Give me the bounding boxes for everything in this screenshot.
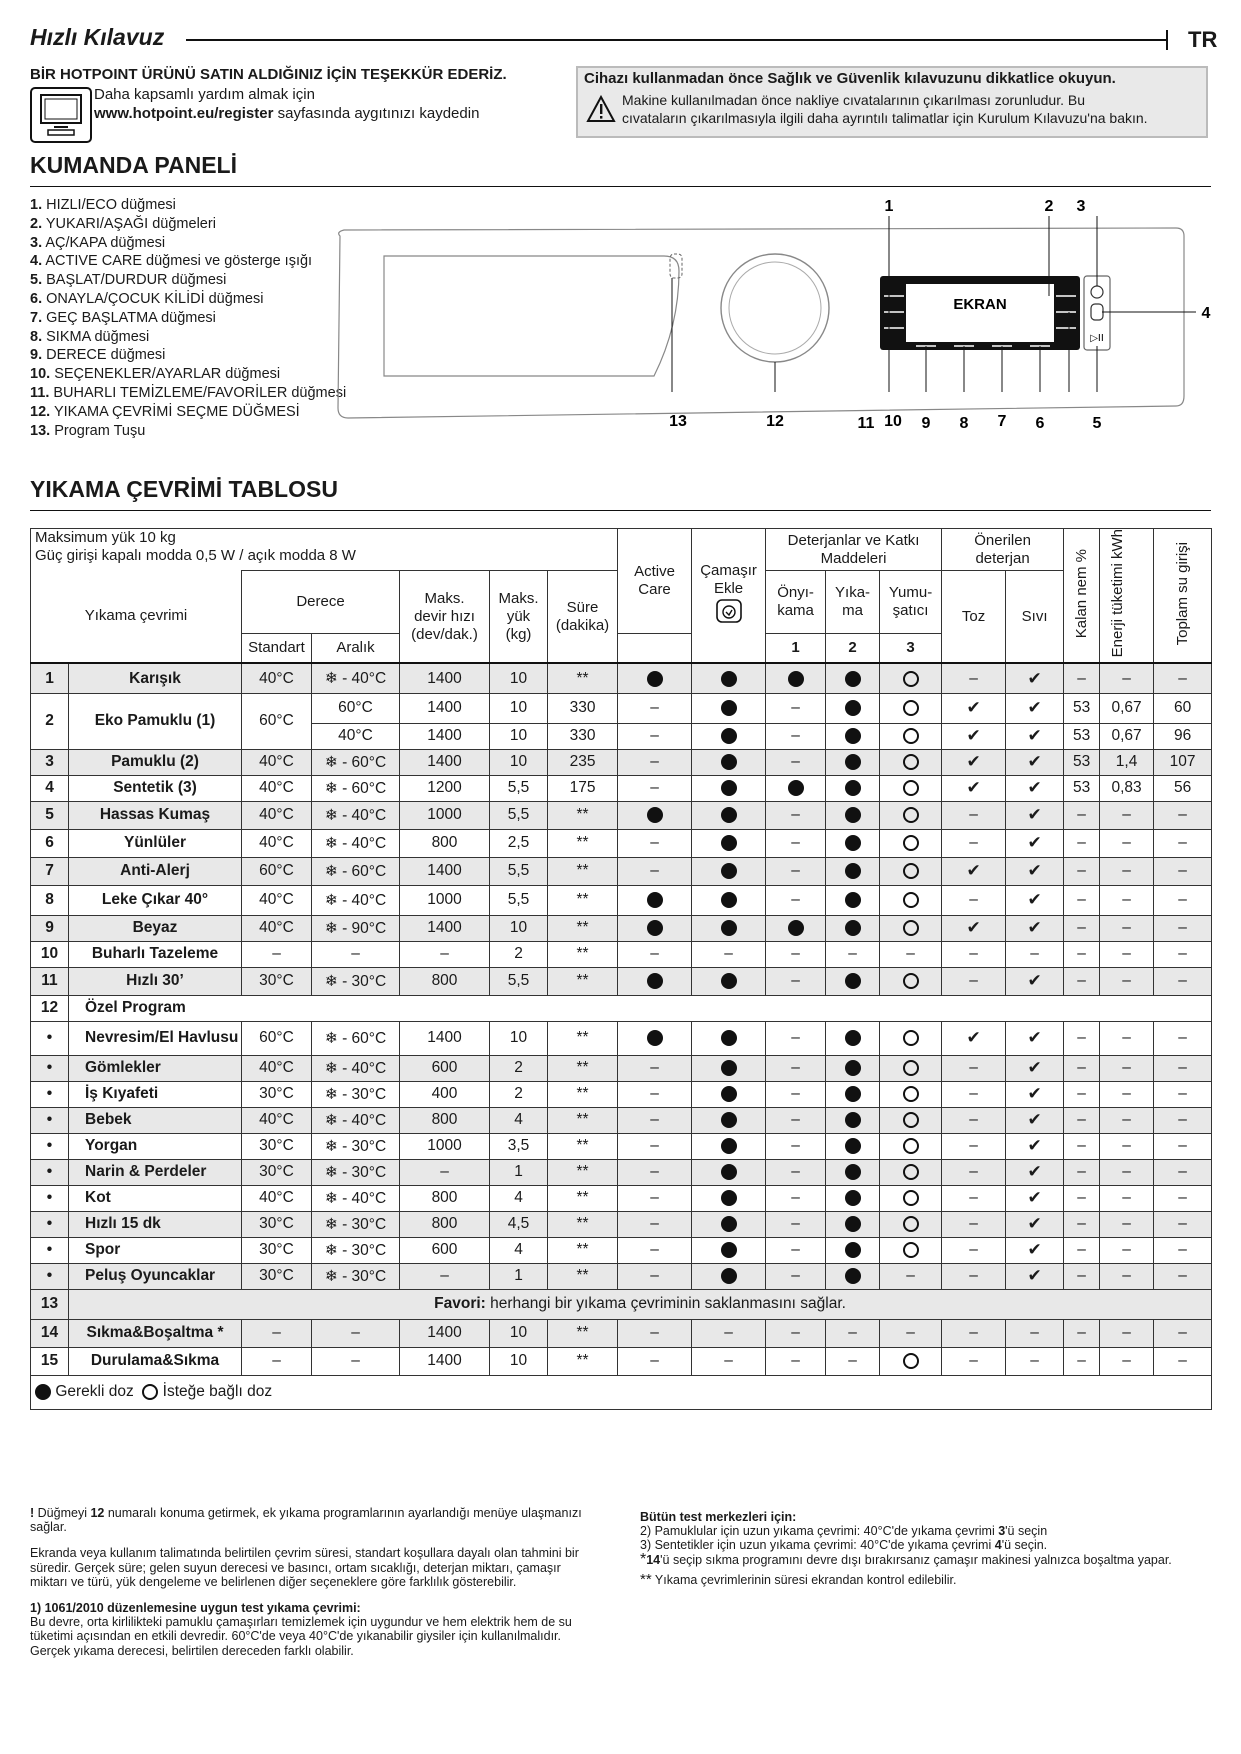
dose-required-icon	[647, 671, 663, 687]
dose-required-icon	[721, 1086, 737, 1102]
dose-required-icon	[721, 863, 737, 879]
dose-required-icon	[845, 1242, 861, 1258]
table-row: 11 Hızlı 30’ 30°C ❄ - 30°C 800 5,5 ** – – ✔ – – –	[31, 967, 1212, 995]
col-add-garment: Çamaşır Ekle	[692, 529, 766, 664]
callout-13: 13	[669, 413, 687, 430]
recommended-check-icon: ✔	[1027, 1136, 1042, 1156]
dose-required-icon	[721, 1164, 737, 1180]
recommended-check-icon: ✔	[1027, 1084, 1042, 1104]
recommended-check-icon: ✔	[1027, 778, 1042, 798]
note-menu: ! Düğmeyi 12 numaralı konuma getirmek, ek yıkama programlarının ayarlandığı menüye ulaşmanızı sağlar.	[30, 1506, 582, 1535]
callout-3: 3	[1076, 198, 1086, 215]
callout-5: 5	[1092, 415, 1102, 432]
dose-required-icon	[721, 671, 737, 687]
table-row: 3 Pamuklu (2) 40°C ❄ - 60°C 1400 10 235 – – ✔ ✔ 53 1,4 107	[31, 749, 1212, 775]
dose-required-icon	[721, 1112, 737, 1128]
warning-line-2: cıvataların çıkarılmasıyla ilgili daha ayrıntılı talimatlar için Kurulum Kılavuzu'na bakın.	[622, 110, 1148, 126]
table-row: 15 Durulama&Sıkma – – 1400 10 ** – – – – – – – – –	[31, 1347, 1212, 1375]
dose-optional-icon	[903, 700, 919, 716]
dose-required-icon	[845, 973, 861, 989]
dose-optional-icon	[903, 1190, 919, 1206]
dose-required-icon	[721, 780, 737, 796]
display-screen	[906, 284, 1054, 342]
dose-required-icon	[845, 835, 861, 851]
dose-optional-icon	[903, 780, 919, 796]
recommended-check-icon: ✔	[1027, 726, 1042, 746]
list-item: 1. HIZLI/ECO düğmesi	[30, 197, 176, 213]
add-garment-icon	[714, 598, 744, 624]
note-synthetic: 3) Sentetikler için uzun yıkama çevrimi: 40°C'de yıkama çevrimi 4'ü seçin.	[640, 1538, 1048, 1553]
recommended-check-icon: ✔	[1027, 890, 1042, 910]
dose-required-icon	[35, 1384, 51, 1400]
dose-required-icon	[721, 754, 737, 770]
table-row: • Nevresim/El Havlusu 60°C ❄ - 60°C 1400 10 ** – ✔ ✔ – – –	[31, 1021, 1212, 1055]
callout-12: 12	[766, 413, 784, 430]
program-knob-inner	[729, 262, 821, 354]
note-test-cycle: 1) 1061/2010 düzenlemesine uygun test yıkama çevrimi: Bu devre, orta kirlilikteki pamuklu çamaşırları temizlemek için uygundur ve hem elektrik hem de su tüketimi açısından en etkili devredir. 60°C'de veya 40°C'de yıkanabilir giysiler için kullanılmalıdır. Gerçek yıkama derecesi, belirtilen dereceden farklı olabilir.	[30, 1601, 572, 1658]
col-powder: Toz	[942, 571, 1006, 664]
note-test-centers-title: Bütün test merkezleri için:	[640, 1510, 797, 1524]
dose-required-icon	[845, 1268, 861, 1284]
list-item: 3. AÇ/KAPA düğmesi	[30, 234, 166, 251]
dose-required-icon	[845, 671, 861, 687]
col-recommended-detergent: Önerilen deterjan	[942, 529, 1064, 571]
dose-optional-icon	[903, 807, 919, 823]
dose-required-icon	[845, 807, 861, 823]
recommended-check-icon: ✔	[1027, 971, 1042, 991]
col-active-care: Active Care	[618, 529, 692, 634]
dose-optional-icon	[903, 1112, 919, 1128]
dose-optional-icon	[903, 1030, 919, 1046]
dose-optional-icon	[903, 1060, 919, 1076]
dose-legend	[31, 1375, 1212, 1409]
program-knob-outer	[721, 254, 829, 362]
table-row: • İş Kıyafeti 30°C ❄ - 30°C 400 2 ** – – – ✔ – – –	[31, 1081, 1212, 1107]
dose-optional-icon	[903, 863, 919, 879]
header-rule	[186, 39, 1166, 41]
dose-optional-icon	[903, 1353, 919, 1369]
table-row: 12 Özel Program	[31, 995, 1212, 1021]
list-item: 5. BAŞLAT/DURDUR düğmesi	[30, 272, 227, 289]
col-detergents: Deterjanlar ve Katkı Maddeleri	[766, 529, 942, 571]
dose-required-icon	[721, 728, 737, 744]
dose-optional-icon	[903, 892, 919, 908]
safety-warning-box	[576, 66, 1208, 138]
table-row: • Narin & Perdeler 30°C ❄ - 30°C – 1 ** – – – ✔ – – –	[31, 1159, 1212, 1185]
active-care-icon	[1091, 304, 1103, 320]
dose-optional-icon	[903, 973, 919, 989]
col-softener: Yumu- şatıcı	[880, 571, 942, 634]
recommended-check-icon: ✔	[1027, 1240, 1042, 1260]
recommended-check-icon: ✔	[1027, 1162, 1042, 1182]
dose-required-icon	[845, 1060, 861, 1076]
dose-required-icon	[845, 1164, 861, 1180]
dose-optional-icon	[903, 1216, 919, 1232]
col-temperature: Derece	[242, 571, 400, 634]
dose-optional-icon	[142, 1384, 158, 1400]
col-prewash: Önyı- kama	[766, 571, 826, 634]
dose-required-icon	[845, 1030, 861, 1046]
recommended-check-icon: ✔	[966, 726, 981, 746]
list-item: 10. SEÇENEKLER/AYARLAR düğmesi	[30, 366, 281, 383]
dose-required-icon	[845, 1086, 861, 1102]
recommended-check-icon: ✔	[966, 778, 981, 798]
table-row: 4 Sentetik (3) 40°C ❄ - 60°C 1200 5,5 175 – ✔ ✔ 53 0,83 56	[31, 775, 1212, 801]
col-residual-moisture: Kalan nem %	[1064, 529, 1100, 664]
callout-10: 10	[884, 413, 902, 430]
dose-optional-icon	[903, 754, 919, 770]
panel-legend-list	[30, 196, 346, 440]
dose-optional-icon	[903, 1242, 919, 1258]
callout-7: 7	[997, 413, 1007, 430]
recommended-check-icon: ✔	[1027, 1110, 1042, 1130]
recommended-check-icon: ✔	[1027, 1188, 1042, 1208]
table-row: 14 Sıkma&Boşaltma * – – 1400 10 ** – – – – – – – – – –	[31, 1319, 1212, 1347]
dose-required-icon	[788, 671, 804, 687]
callout-1: 1	[884, 198, 894, 215]
dose-required-icon	[721, 1268, 737, 1284]
dose-required-icon	[845, 1216, 861, 1232]
callout-2: 2	[1044, 198, 1054, 215]
recommended-check-icon: ✔	[1027, 698, 1042, 718]
header-rule-end	[1166, 30, 1168, 50]
warning-line-1: Makine kullanılmadan önce nakliye cıvatalarının çıkarılması zorunludur. Bu	[622, 92, 1086, 108]
dose-required-icon	[647, 920, 663, 936]
dose-required-icon	[721, 1190, 737, 1206]
dose-optional-icon	[903, 835, 919, 851]
list-item: 2. YUKARI/AŞAĞI düğmeleri	[30, 215, 216, 232]
legend-required: Gerekli doz	[55, 1383, 134, 1401]
list-item: 8. SIKMA düğmesi	[30, 328, 150, 345]
dose-required-icon	[788, 780, 804, 796]
dose-required-icon	[845, 1112, 861, 1128]
col-max-load: Maks. yük (kg)	[490, 571, 548, 664]
recommended-check-icon: ✔	[1027, 805, 1042, 825]
list-item: 4. ACTIVE CARE düğmesi ve gösterge ışığı	[30, 253, 313, 270]
table-row: • Kot 40°C ❄ - 40°C 800 4 ** – – – ✔ – – –	[31, 1185, 1212, 1211]
table-row: 40°C 1400 10 330 – – ✔ ✔ 53 0,67 96	[31, 723, 1212, 749]
language-code: TR	[1188, 27, 1218, 52]
dose-required-icon	[721, 920, 737, 936]
guide-title: Hızlı Kılavuz	[30, 24, 165, 50]
table-row: 1 Karışık 40°C ❄ - 40°C 1400 10 ** – ✔ – – –	[31, 663, 1212, 693]
dose-required-icon	[721, 1242, 737, 1258]
note-spin-drain: *14'ü seçip sıkma programını devre dışı bırakırsanız çamaşır makinesi yalnızca boşaltma yapar.	[640, 1550, 1172, 1568]
register-text: www.hotpoint.eu/register sayfasında aygıtınızı kaydedin	[94, 105, 480, 122]
dose-required-icon	[845, 728, 861, 744]
table-row: 9 Beyaz 40°C ❄ - 90°C 1400 10 ** ✔ ✔ – – –	[31, 915, 1212, 941]
recommended-check-icon: ✔	[1027, 1028, 1042, 1048]
dose-required-icon	[647, 807, 663, 823]
dose-required-icon	[845, 780, 861, 796]
display-label: EKRAN	[953, 296, 1007, 313]
warning-title: Cihazı kullanmadan önce Sağlık ve Güvenlik kılavuzunu dikkatlice okuyun.	[584, 70, 1116, 87]
col-water: Toplam su girişi	[1154, 529, 1212, 664]
dose-required-icon	[647, 973, 663, 989]
recommended-check-icon: ✔	[1027, 833, 1042, 853]
note-cotton: 2) Pamuklular için uzun yıkama çevrimi: 40°C'de yıkama çevrimi 3'ü seçin	[640, 1524, 1048, 1539]
panel-section-title: KUMANDA PANELİ	[30, 152, 237, 178]
dose-required-icon	[845, 700, 861, 716]
control-panel-diagram	[334, 196, 1214, 436]
table-row: • Bebek 40°C ❄ - 40°C 800 4 ** – – – ✔ – – –	[31, 1107, 1212, 1133]
recommended-check-icon: ✔	[1027, 1214, 1042, 1234]
wash-cycle-table: Maksimum yük 10 kg Güç girişi kapalı modda 0,5 W / açık modda 8 W Active Care Çamaşır Ekle Deterjanlar ve Katkı Maddeleri Önerilen deterjan Kalan nem % Enerji tüketimi kWh Toplam su girişi Yıkama çevrimi Derece Maks. devir hızı (dev/dak.) Maks. yük (kg) Süre (dakika) Önyı- kama Yıka- ma Yumu- şatıcı Toz Sıvı Standart Aralık 1 2 3 1 Karışık 40°C ❄ - 40°C 1400 10 ** – ✔ – – – 2 Eko Pamuklu (1) 60°C 60°C 1400 10 330 – – ✔ ✔ 53 0,67 60 40°C 1400 10 330 – – ✔ ✔ 53 0,67 96 3 Pamuklu (2) 40°C ❄ - 60°C 1400 10 235 – – ✔ ✔ 53 1,4 107 4 Sentetik (3) 40°C ❄ - 60°C 1200 5,5 175 – ✔ ✔ 53 0,83 56 5 Hassas Kumaş 40°C ❄ - 40°C 1000 5,5 ** – – ✔ – – – 6 Yünlüler 40°C ❄ - 40°C 800 2,5 ** – – – ✔ – – – 7 Anti-Alerj 60°C ❄ - 60°C 1400 5,5 ** – – ✔ ✔ – – – 8 Leke Çıkar 40° 40°C ❄ - 40°C 1000 5,5 ** – – ✔ – – – 9 Beyaz 40°C ❄ - 90°C 1400 10 ** ✔ ✔ – – – 10 Buharlı Tazeleme – – – 2 ** – – – – – – – – – – 11 Hızlı 30’ 30°C ❄ - 30°C 800 5,5 ** – – ✔ – – – 12 Özel Program • Nevresim/El Havlusu 60°C ❄ - 60°C 1400 10 ** – ✔ ✔ – – – • Gömlekler 40°C ❄ - 40°C 600 2 ** – – – ✔ – – – • İş Kıyafeti 30°C ❄ - 30°C 400 2 ** – – – ✔ – – – • Bebek 40°C ❄ - 40°C 800 4 ** – – – ✔ – – – • Yorgan 30°C ❄ - 30°C 1000 3,5 ** – – – ✔ – – – • Narin & Perdeler 30°C ❄ - 30°C – 1 ** – – – ✔ – – – • Kot 40°C ❄ - 40°C 800 4 ** – – – ✔ – – – • Hızlı 15 dk 30°C ❄ - 30°C 800 4,5 ** – – – ✔ – – – • Spor 30°C ❄ - 30°C 600 4 ** – – – ✔ – – – • Peluş Oyuncaklar 30°C ❄ - 30°C – 1 ** – – – – ✔ – – – 13 Favori: herhangi bir yıkama çevriminin saklanmasını sağlar. 14 Sıkma&Boşaltma * – – 1400 10 ** – – – – – – – – – – 15 Durulama&Sıkma – – 1400 10 ** – – – – – – – – – Gerekli doz İsteğe bağlı doz	[30, 528, 1212, 1410]
dose-required-icon	[721, 973, 737, 989]
callout-6: 6	[1035, 415, 1045, 432]
table-row: 10 Buharlı Tazeleme – – – 2 ** – – – – – – – – – –	[31, 941, 1212, 967]
recommended-check-icon: ✔	[1027, 1058, 1042, 1078]
col-wash: Yıka- ma	[826, 571, 880, 634]
dose-required-icon	[721, 700, 737, 716]
list-item: 13. Program Tuşu	[30, 422, 146, 439]
dose-required-icon	[845, 1138, 861, 1154]
dose-required-icon	[647, 1030, 663, 1046]
table-row: 8 Leke Çıkar 40° 40°C ❄ - 40°C 1000 5,5 ** – – ✔ – – –	[31, 885, 1212, 915]
legend-optional: İsteğe bağlı doz	[162, 1383, 273, 1401]
callout-8: 8	[959, 415, 969, 432]
list-item: 7. GEÇ BAŞLATMA düğmesi	[30, 309, 216, 326]
table-row: 5 Hassas Kumaş 40°C ❄ - 40°C 1000 5,5 ** – – ✔ – – –	[31, 801, 1212, 829]
dose-required-icon	[845, 863, 861, 879]
power-icon	[1091, 286, 1103, 298]
table-section-rule	[30, 510, 1211, 511]
list-item: 9. DERECE düğmesi	[30, 347, 166, 364]
help-text: Daha kapsamlı yardım almak için	[94, 86, 315, 103]
dose-required-icon	[721, 892, 737, 908]
recommended-check-icon: ✔	[966, 918, 981, 938]
recommended-check-icon: ✔	[966, 752, 981, 772]
note-duration-display: ** Yıkama çevrimlerinin süresi ekrandan kontrol edilebilir.	[640, 1570, 957, 1588]
dose-required-icon	[845, 892, 861, 908]
dose-required-icon	[721, 807, 737, 823]
warning-icon	[586, 95, 616, 128]
callout-11: 11	[857, 415, 875, 432]
dose-required-icon	[647, 892, 663, 908]
table-row: • Spor 30°C ❄ - 30°C 600 4 ** – – – ✔ – – –	[31, 1237, 1212, 1263]
dose-required-icon	[721, 1138, 737, 1154]
dose-required-icon	[845, 1190, 861, 1206]
col-liquid: Sıvı	[1006, 571, 1064, 664]
dose-optional-icon	[903, 671, 919, 687]
note-duration: Ekranda veya kullanım talimatında belirtilen çevrim süresi, standart koşullara dayalı olan tahmini bir süredir. Gerçek süre; gelen suyun derecesi ve basıncı, ortam sıcaklığı, deterjan miktarı, çamaşır miktarı ve türü, yük dengeleme ve belirlenen diğer seçeneklere göre farklılık gösterebilir.	[30, 1546, 579, 1589]
table-row: 2 Eko Pamuklu (1) 60°C 60°C 1400 10 330 – – ✔ ✔ 53 0,67 60	[31, 693, 1212, 723]
col-energy: Enerji tüketimi kWh	[1100, 529, 1154, 664]
recommended-check-icon: ✔	[966, 698, 981, 718]
table-row: • Peluş Oyuncaklar 30°C ❄ - 30°C – 1 ** – – – – ✔ – – –	[31, 1263, 1212, 1289]
dose-required-icon	[845, 754, 861, 770]
dose-optional-icon	[903, 1086, 919, 1102]
thanks-heading: BİR HOTPOINT ÜRÜNÜ SATIN ALDIĞINIZ İÇİN TEŞEKKÜR EDERİZ.	[30, 66, 507, 83]
recommended-check-icon: ✔	[1027, 668, 1042, 688]
recommended-check-icon: ✔	[1027, 861, 1042, 881]
computer-icon	[30, 87, 92, 143]
dose-optional-icon	[903, 728, 919, 744]
list-item: 12. YIKAMA ÇEVRİMİ SEÇME DÜĞMESİ	[30, 403, 300, 420]
start-pause-icon: ▷II	[1090, 333, 1104, 344]
panel-section-rule	[30, 186, 1211, 187]
callout-4: 4	[1201, 305, 1211, 322]
table-row: 7 Anti-Alerj 60°C ❄ - 60°C 1400 5,5 ** – – ✔ ✔ – – –	[31, 857, 1212, 885]
load-power-info: Maksimum yük 10 kg Güç girişi kapalı modda 0,5 W / açık modda 8 W	[31, 529, 618, 571]
dose-optional-icon	[903, 920, 919, 936]
dose-optional-icon	[903, 1138, 919, 1154]
register-link[interactable]: www.hotpoint.eu/register	[94, 105, 274, 122]
col-temp-standard: Standart	[242, 633, 312, 663]
col-cycle: Yıkama çevrimi	[31, 571, 242, 664]
col-duration: Süre (dakika)	[548, 571, 618, 664]
notes-right	[640, 1510, 1210, 1587]
dose-optional-icon	[903, 1164, 919, 1180]
col-max-spin: Maks. devir hızı (dev/dak.)	[400, 571, 490, 664]
recommended-check-icon: ✔	[966, 861, 981, 881]
list-item: 11. BUHARLI TEMİZLEME/FAVORİLER düğmesi	[30, 384, 347, 401]
recommended-check-icon: ✔	[966, 1028, 981, 1048]
callout-9: 9	[921, 415, 931, 432]
dose-required-icon	[721, 835, 737, 851]
notes-left	[30, 1506, 600, 1670]
dose-required-icon	[721, 1030, 737, 1046]
dose-required-icon	[721, 1216, 737, 1232]
recommended-check-icon: ✔	[1027, 752, 1042, 772]
table-row: • Yorgan 30°C ❄ - 30°C 1000 3,5 ** – – – ✔ – – –	[31, 1133, 1212, 1159]
recommended-check-icon: ✔	[1027, 918, 1042, 938]
table-row: • Gömlekler 40°C ❄ - 40°C 600 2 ** – – – ✔ – – –	[31, 1055, 1212, 1081]
dose-required-icon	[721, 1060, 737, 1076]
dose-required-icon	[845, 920, 861, 936]
table-row: • Hızlı 15 dk 30°C ❄ - 30°C 800 4,5 ** – – – ✔ – – –	[31, 1211, 1212, 1237]
recommended-check-icon: ✔	[1027, 1266, 1042, 1286]
table-row: 6 Yünlüler 40°C ❄ - 40°C 800 2,5 ** – – – ✔ – – –	[31, 829, 1212, 857]
list-item: 6. ONAYLA/ÇOCUK KİLİDİ düğmesi	[30, 290, 264, 307]
table-section-title: YIKAMA ÇEVRİMİ TABLOSU	[30, 476, 338, 502]
col-temp-range: Aralık	[312, 633, 400, 663]
dose-required-icon	[788, 920, 804, 936]
table-row: 13 Favori: herhangi bir yıkama çevriminin saklanmasını sağlar.	[31, 1289, 1212, 1319]
detergent-drawer-outline	[384, 256, 679, 376]
